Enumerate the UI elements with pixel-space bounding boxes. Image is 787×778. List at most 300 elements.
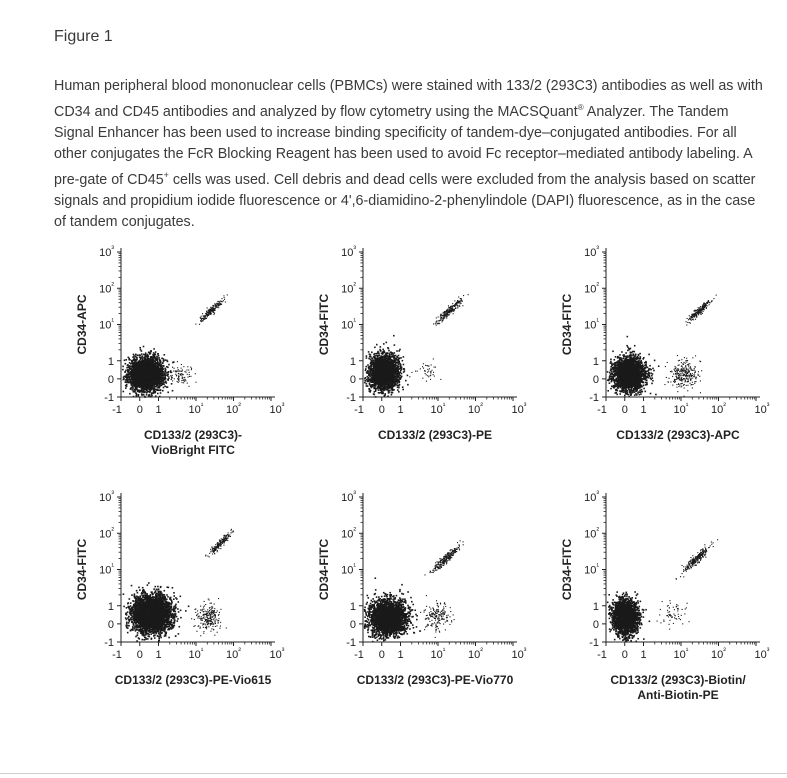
event-dot: [153, 354, 155, 356]
event-dot: [124, 376, 126, 378]
event-dot: [375, 385, 377, 387]
event-dot: [123, 391, 125, 393]
event-dot: [123, 379, 125, 381]
event-dot: [212, 309, 213, 310]
event-dot: [379, 357, 381, 359]
y-axis-label: CD34-APC: [75, 294, 89, 355]
event-dot: [368, 381, 370, 383]
event-dot: [139, 347, 141, 349]
event-dot: [127, 380, 129, 382]
x-axis-label-line: CD133/2 (293C3)-: [143, 428, 243, 442]
registered-mark: ®: [577, 103, 584, 112]
event-dot: [373, 370, 375, 372]
event-dot: [148, 383, 150, 385]
event-dot: [168, 364, 170, 366]
caption-part-1: Human peripheral blood mononuclear cells (PBMCs) were stained with 133/2 (293C3) antibodies as well as with CD34 and CD45 antibodies and analyzed by flow cytometry using the MACSQuant: [54, 78, 763, 120]
event-dot: [163, 358, 165, 360]
event-dot: [368, 358, 370, 360]
event-dot: [131, 383, 133, 385]
event-dot: [369, 366, 371, 368]
event-dot: [151, 371, 153, 373]
event-dot: [132, 363, 134, 365]
event-dot: [154, 389, 156, 391]
event-dot: [369, 391, 371, 393]
event-dot: [152, 361, 154, 363]
event-dot: [374, 394, 376, 396]
event-dot: [150, 350, 152, 352]
event-dot: [210, 312, 211, 313]
event-dot: [152, 378, 154, 380]
event-dot: [163, 375, 165, 377]
event-dot: [182, 371, 183, 372]
event-dot: [177, 361, 178, 362]
event-dot: [374, 391, 376, 393]
event-dot: [178, 375, 179, 376]
event-dot: [153, 356, 155, 358]
event-dot: [208, 315, 209, 316]
event-dot: [158, 378, 160, 380]
y-tick-label: $10^{^3}$: [99, 244, 114, 259]
event-dot: [155, 366, 157, 368]
event-dot: [150, 390, 152, 392]
event-dot: [166, 386, 168, 388]
event-dot: [201, 320, 202, 321]
event-dot: [131, 369, 133, 371]
event-dot: [378, 369, 380, 371]
event-dot: [133, 354, 135, 356]
x-tick-label: $10^{^1}$: [188, 401, 204, 416]
event-dot: [206, 311, 207, 312]
event-dot: [182, 374, 183, 375]
event-dot: [150, 357, 152, 359]
event-dot: [368, 379, 370, 381]
event-dot: [162, 379, 164, 381]
event-dot: [156, 372, 158, 374]
event-dot: [164, 354, 166, 356]
event-dot: [178, 369, 179, 370]
event-dot: [183, 380, 184, 381]
event-dot: [133, 391, 135, 393]
event-dot: [148, 381, 150, 383]
event-dot: [166, 372, 168, 374]
event-dot: [166, 374, 168, 376]
event-dot: [149, 353, 151, 355]
event-dot: [147, 385, 149, 387]
event-dot: [128, 357, 130, 359]
event-dot: [388, 348, 390, 350]
event-dot: [142, 359, 144, 361]
event-dot: [131, 378, 133, 380]
event-dot: [162, 367, 164, 369]
event-dot: [148, 370, 150, 372]
event-dot: [397, 385, 399, 387]
event-dot: [134, 381, 136, 383]
event-dot: [138, 391, 140, 393]
event-dot: [212, 307, 213, 308]
event-dot: [135, 361, 137, 363]
event-dot: [141, 361, 143, 363]
event-dot: [122, 366, 124, 368]
event-dot: [383, 343, 385, 345]
event-dot: [146, 379, 148, 381]
event-dot: [158, 355, 160, 357]
event-dot: [376, 344, 378, 346]
event-dot: [217, 301, 218, 302]
event-dot: [220, 303, 221, 304]
event-dot: [371, 352, 373, 354]
event-dot: [133, 359, 135, 361]
event-dot: [218, 305, 219, 306]
event-dot: [126, 386, 128, 388]
event-dot: [215, 305, 216, 306]
event-dot: [227, 294, 228, 295]
event-dot: [374, 355, 376, 357]
event-dot: [139, 362, 141, 364]
event-dot: [182, 378, 183, 379]
event-dot: [202, 313, 203, 314]
event-dot: [136, 379, 138, 381]
event-dot: [188, 370, 189, 371]
event-dot: [213, 312, 214, 313]
event-dot: [392, 386, 394, 388]
event-dot: [136, 395, 138, 397]
event-dot: [181, 380, 182, 381]
event-dot: [182, 376, 183, 377]
event-dot: [364, 380, 366, 382]
event-dot: [371, 377, 373, 379]
event-dot: [124, 360, 126, 362]
event-dot: [373, 360, 375, 362]
event-dot: [164, 385, 166, 387]
event-dot: [131, 376, 133, 378]
event-dot: [141, 363, 143, 365]
event-dot: [218, 307, 219, 308]
event-dot: [135, 385, 137, 387]
event-dot: [366, 379, 368, 381]
event-dot: [386, 342, 388, 344]
scatter-panel-vio-bright-fitc: [68, 238, 308, 468]
event-dot: [173, 371, 174, 372]
event-dot: [153, 352, 155, 354]
event-dot: [141, 355, 143, 357]
event-dot: [171, 376, 172, 377]
event-dot: [368, 372, 370, 374]
event-dot: [396, 356, 398, 358]
event-dot: [208, 314, 209, 315]
event-dot: [135, 354, 137, 356]
event-dot: [149, 360, 151, 362]
event-dot: [157, 361, 159, 363]
event-dot: [167, 361, 169, 363]
event-dot: [152, 375, 154, 377]
event-dot: [129, 381, 131, 383]
event-dot: [129, 376, 131, 378]
event-dot: [216, 303, 217, 304]
event-dot: [207, 312, 208, 313]
event-dot: [224, 299, 225, 300]
event-dot: [203, 315, 204, 316]
event-dot: [217, 307, 218, 308]
event-dot: [163, 387, 165, 389]
event-dot: [155, 379, 157, 381]
event-dot: [125, 379, 127, 381]
event-dot: [377, 351, 379, 353]
event-dot: [214, 303, 215, 304]
event-dot: [185, 380, 186, 381]
event-dot: [390, 366, 392, 368]
caption-part-2: Analyzer. The Tandem Signal Enhancer has been used to increase binding specificity of tandem-dye–conjugated antibodies. For all other conjugates the FcR Blocking Reagent has been used to avoid Fc receptor–mediated antibody labeling. A pre-gate of CD45: [54, 103, 752, 188]
event-dot: [135, 365, 137, 367]
event-dot: [132, 366, 134, 368]
event-dot: [391, 353, 393, 355]
event-dot: [381, 362, 383, 364]
event-dot: [187, 366, 188, 367]
event-dot: [145, 352, 147, 354]
event-dot: [161, 370, 163, 372]
event-dot: [154, 392, 156, 394]
event-dot: [381, 387, 383, 389]
event-dot: [132, 356, 134, 358]
event-dot: [153, 390, 155, 392]
event-dot: [161, 383, 163, 385]
event-dot: [146, 390, 148, 392]
y-tick-label: $10^{^2}$: [99, 280, 114, 296]
event-dot: [368, 375, 370, 377]
event-dot: [181, 368, 182, 369]
event-dot: [159, 383, 161, 385]
event-dot: [171, 383, 173, 385]
event-dot: [165, 359, 167, 361]
event-dot: [136, 381, 138, 383]
event-dot: [403, 356, 405, 358]
event-dot: [143, 388, 145, 390]
event-dot: [190, 376, 191, 377]
event-dot: [371, 370, 373, 372]
event-dot: [141, 377, 143, 379]
event-dot: [144, 354, 146, 356]
event-dot: [384, 395, 386, 397]
event-dot: [152, 365, 154, 367]
event-dot: [195, 382, 196, 383]
event-dot: [191, 369, 192, 370]
event-dot: [391, 359, 393, 361]
event-dot: [153, 372, 155, 374]
event-dot: [165, 378, 167, 380]
event-dot: [141, 367, 143, 369]
event-dot: [380, 350, 382, 352]
event-dot: [189, 386, 190, 387]
event-dot: [366, 355, 368, 357]
event-dot: [159, 362, 161, 364]
event-dot: [160, 390, 162, 392]
event-dot: [374, 347, 376, 349]
event-dot: [158, 370, 160, 372]
event-dot: [125, 370, 127, 372]
event-dot: [125, 387, 127, 389]
event-dot: [211, 308, 212, 309]
event-dot: [378, 389, 380, 391]
event-dot: [140, 371, 142, 373]
event-dot: [206, 313, 207, 314]
event-dot: [189, 372, 190, 373]
event-dot: [158, 367, 160, 369]
event-dot: [143, 366, 145, 368]
event-dot: [148, 364, 150, 366]
event-dot: [174, 368, 175, 369]
event-dot: [388, 359, 390, 361]
event-dot: [369, 381, 371, 383]
event-dot: [405, 380, 407, 382]
event-dot: [145, 386, 147, 388]
event-dot: [210, 309, 211, 310]
event-dot: [400, 357, 402, 359]
event-dot: [158, 357, 160, 359]
event-dot: [179, 378, 180, 379]
event-dot: [398, 391, 400, 393]
event-dot: [167, 367, 169, 369]
event-dot: [368, 351, 370, 353]
event-dot: [375, 361, 377, 363]
event-dot: [369, 389, 371, 391]
event-dot: [146, 381, 148, 383]
event-dot: [183, 382, 184, 383]
event-dot: [184, 377, 185, 378]
event-dot: [147, 354, 149, 356]
event-dot: [146, 376, 148, 378]
event-dot: [373, 356, 375, 358]
event-dot: [178, 377, 179, 378]
event-dot: [393, 362, 395, 364]
event-dot: [177, 367, 178, 368]
event-dot: [389, 387, 391, 389]
event-dot: [379, 355, 381, 357]
event-dot: [135, 363, 137, 365]
event-dot: [146, 394, 148, 396]
event-dot: [393, 378, 395, 380]
event-dot: [176, 375, 177, 376]
event-dot: [191, 368, 192, 369]
event-dot: [397, 368, 399, 370]
event-dot: [378, 352, 380, 354]
event-dot: [152, 359, 154, 361]
event-dot: [129, 362, 131, 364]
event-dot: [400, 377, 402, 379]
event-dots: [364, 294, 469, 398]
event-dot: [212, 305, 213, 306]
event-dot: [137, 354, 139, 356]
y-tick-label: $10^{^1}$: [99, 316, 114, 332]
event-dot: [160, 360, 162, 362]
event-dot: [186, 370, 187, 371]
event-dot: [172, 375, 173, 376]
event-dot: [398, 355, 400, 357]
event-dot: [407, 384, 409, 386]
event-dot: [395, 355, 397, 357]
event-dot: [167, 379, 169, 381]
event-dot: [214, 308, 215, 309]
event-dot: [391, 381, 393, 383]
event-dot: [388, 353, 390, 355]
event-dot: [144, 359, 146, 361]
event-dot: [132, 387, 134, 389]
event-dot: [389, 384, 391, 386]
event-dot: [183, 366, 184, 367]
event-dot: [125, 375, 127, 377]
event-dot: [153, 381, 155, 383]
event-dot: [147, 359, 149, 361]
event-dot: [143, 346, 145, 348]
event-dot: [221, 301, 222, 302]
event-dot: [155, 383, 157, 385]
event-dot: [398, 364, 400, 366]
event-dot: [407, 375, 409, 377]
event-dot: [376, 370, 378, 372]
event-dot: [165, 375, 167, 377]
event-dot: [143, 389, 145, 391]
event-dot: [367, 364, 369, 366]
event-dot: [126, 367, 128, 369]
event-dot: [149, 379, 151, 381]
event-dot: [175, 374, 176, 375]
event-dot: [364, 382, 366, 384]
event-dot: [395, 365, 397, 367]
event-dot: [372, 357, 374, 359]
event-dot: [386, 388, 388, 390]
event-dot: [366, 357, 368, 359]
event-dot: [134, 375, 136, 377]
event-dot: [380, 389, 382, 391]
event-dot: [167, 372, 169, 374]
event-dot: [397, 370, 399, 372]
event-dot: [172, 362, 173, 363]
event-dot: [144, 369, 146, 371]
event-dot: [388, 390, 390, 392]
event-dot: [393, 356, 395, 358]
event-dot: [170, 370, 172, 372]
event-dot: [146, 368, 148, 370]
event-dot: [131, 371, 133, 373]
event-dot: [138, 371, 140, 373]
event-dot: [207, 316, 208, 317]
event-dot: [143, 368, 145, 370]
event-dot: [182, 382, 183, 383]
event-dot: [141, 394, 143, 396]
event-dot: [370, 359, 372, 361]
event-dot: [153, 348, 155, 350]
event-dot: [137, 369, 139, 371]
figure-caption: [54, 76, 766, 233]
event-dot: [381, 364, 383, 366]
event-dot: [135, 370, 137, 372]
event-dot: [139, 385, 141, 387]
event-dot: [400, 370, 402, 372]
event-dot: [159, 386, 161, 388]
event-dot: [219, 303, 220, 304]
event-dot: [386, 355, 388, 357]
event-dot: [371, 386, 373, 388]
event-dot: [160, 392, 162, 394]
event-dot: [199, 324, 200, 325]
event-dot: [126, 384, 128, 386]
event-dot: [178, 382, 179, 383]
event-dot: [151, 382, 153, 384]
event-dot: [148, 352, 150, 354]
event-dot: [187, 383, 188, 384]
event-dot: [125, 377, 127, 379]
event-dot: [128, 366, 130, 368]
event-dot: [155, 362, 157, 364]
event-dot: [397, 361, 399, 363]
